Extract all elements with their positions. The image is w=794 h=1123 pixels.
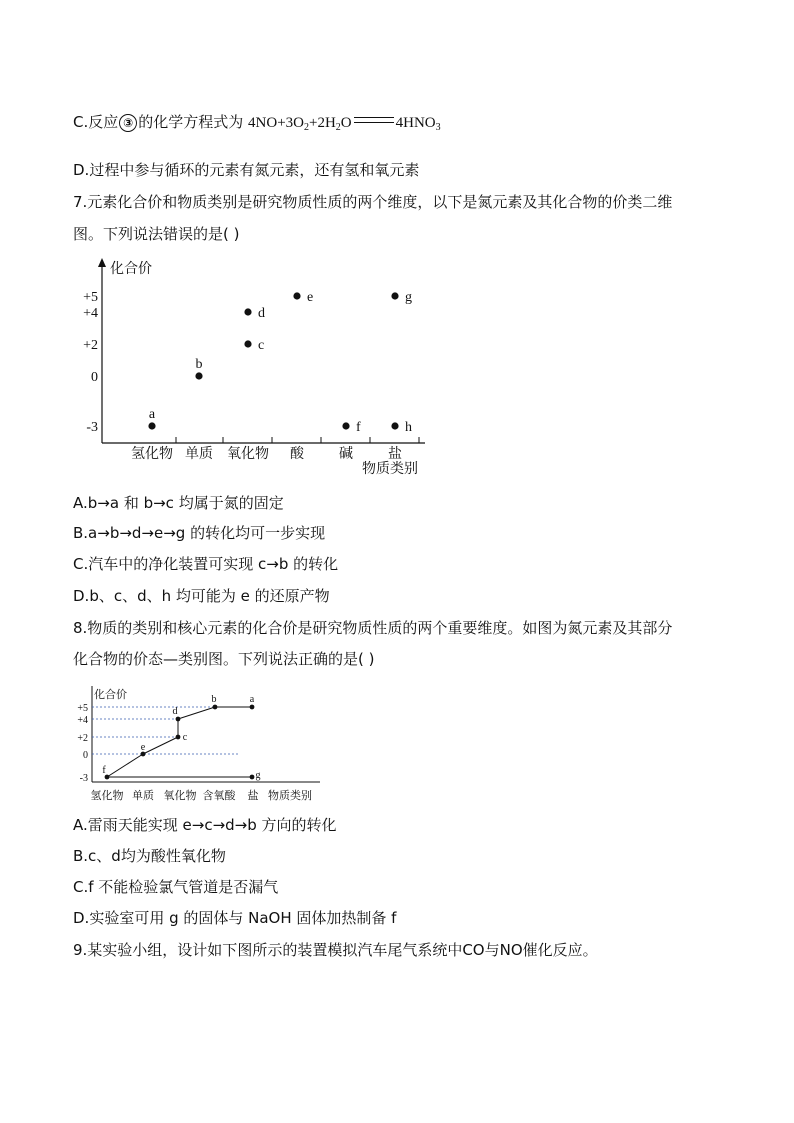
q8-y-tick-label: +2 (77, 733, 88, 744)
q8-option-d: D.实验室可用 g 的固体与 NaOH 固体加热制备 f (73, 909, 397, 927)
q7-stem-line1: 7.元素化合价和物质类别是研究物质性质的两个维度，以下是氮元素及其化合物的价类二维 (73, 193, 673, 211)
circled-number: ③ (119, 114, 137, 132)
q7-point-label-a: a (148, 407, 156, 422)
q8-xlabel: 物质类别 (268, 789, 312, 802)
q7-x-tick-label: 氧化物 (227, 446, 269, 462)
q7-option-a: A.b→a 和 b→c 均属于氮的固定 (73, 494, 284, 512)
q8-link-d-b (178, 707, 215, 719)
q8-point-label-g: g (255, 770, 261, 781)
q7-y-tick-label: 0 (91, 370, 98, 385)
q7-point-f (342, 422, 349, 429)
q8-ylabel: 化合价 (94, 688, 127, 701)
q7-point-e (293, 292, 300, 299)
q8-y-tick-label: -3 (79, 773, 88, 784)
q7-point-d (244, 308, 251, 315)
option-c-prefix: C.反应 (73, 113, 119, 131)
q7-points (148, 290, 412, 435)
q8-option-b: B.c、d均为酸性氧化物 (73, 847, 226, 865)
q8-option-c: C.f 不能检验氯气管道是否漏气 (73, 878, 279, 896)
q8-point-label-f: f (102, 765, 106, 776)
q8-point-c (176, 735, 181, 740)
q8-point-a (250, 705, 255, 710)
q7-point-label-b: b (195, 357, 203, 372)
q8-point-d (176, 717, 181, 722)
option-c-mid: 的化学方程式为 (138, 113, 249, 131)
q7-x-tick-label: 单质 (185, 446, 213, 462)
q7-option-d: D.b、c、d、h 均可能为 e 的还原产物 (73, 587, 330, 605)
q7-stem-line2: 图。下列说法错误的是( ) (73, 225, 240, 243)
q8-x-tick-label: 氧化物 (163, 789, 197, 802)
q7-point-label-e: e (307, 290, 314, 305)
q7-chart (70, 255, 440, 480)
q7-x-tick-label: 氢化物 (131, 446, 173, 462)
q8-y-tick-label: +4 (77, 715, 88, 726)
q8-point-g (250, 775, 255, 780)
q7-y-arrow (98, 258, 106, 267)
q7-point-label-d: d (258, 306, 265, 321)
q7-point-label-c: c (258, 338, 265, 353)
q8-point-label-e: e (140, 742, 146, 753)
q8-link-f-e (107, 754, 143, 777)
q7-option-c: C.汽车中的净化装置可实现 c→b 的转化 (73, 555, 339, 573)
q7-y-tick-label: +5 (83, 290, 98, 305)
q8-stem-line2: 化合物的价态—类别图。下列说法正确的是( ) (73, 650, 375, 668)
q8-x-ticks (91, 788, 259, 802)
q7-option-b: B.a→b→d→e→g 的转化均可一步实现 (73, 524, 326, 542)
q8-chart (70, 682, 340, 807)
q7-x-tick-label: 盐 (388, 446, 402, 462)
q8-link-e-c (140, 737, 178, 754)
equation-left: $4NO+3O_2+2H_2O$ (248, 115, 352, 133)
q8-y-tick-label: 0 (83, 750, 88, 761)
q7-point-h (391, 422, 398, 429)
q8-point-label-a: a (249, 694, 255, 705)
q8-point-label-d: d (172, 706, 178, 717)
equation-right: $4HNO_3$ (395, 115, 441, 133)
equals-sign (354, 117, 394, 123)
q7-y-ticks (83, 290, 98, 435)
option-d-top: D.过程中参与循环的元素有氮元素，还有氢和氧元素 (73, 161, 420, 179)
q8-guides (92, 707, 250, 754)
q7-y-tick-label: +4 (83, 306, 98, 321)
q8-x-tick-label: 含氧酸 (202, 789, 236, 802)
q7-x-tick-label: 酸 (290, 446, 304, 462)
option-c-equation (73, 112, 441, 133)
q8-x-tick-label: 盐 (247, 789, 259, 802)
q7-point-b (195, 372, 202, 379)
q7-xlabel: 物质类别 (362, 461, 418, 477)
q8-stem-line1: 8.物质的类别和核心元素的化合价是研究物质性质的两个重要维度。如图为氮元素及其部分 (73, 619, 673, 637)
q7-x-ticks (131, 437, 419, 462)
q7-point-g (391, 292, 398, 299)
q9-stem: 9.某实验小组，设计如下图所示的装置模拟汽车尾气系统中CO与NO催化反应。 (73, 941, 598, 959)
q8-y-tick-label: +5 (77, 703, 88, 714)
q8-x-tick-label: 氢化物 (90, 789, 124, 802)
q8-point-label-b: b (211, 694, 217, 705)
q8-x-tick-label: 单质 (132, 789, 154, 802)
q8-y-ticks (77, 703, 88, 784)
q8-point-label-c: c (182, 732, 188, 743)
q7-point-a (148, 422, 155, 429)
q8-option-a: A.雷雨天能实现 e→c→d→b 方向的转化 (73, 816, 337, 834)
q7-ylabel: 化合价 (110, 261, 152, 277)
q7-point-label-g: g (405, 290, 412, 305)
q7-point-label-h: h (405, 420, 412, 435)
q8-point-b (213, 705, 218, 710)
q7-y-tick-label: -3 (86, 420, 98, 435)
q7-point-label-f: f (356, 420, 361, 435)
q7-x-tick-label: 碱 (339, 446, 353, 462)
q7-y-tick-label: +2 (83, 338, 98, 353)
q7-point-c (244, 340, 251, 347)
